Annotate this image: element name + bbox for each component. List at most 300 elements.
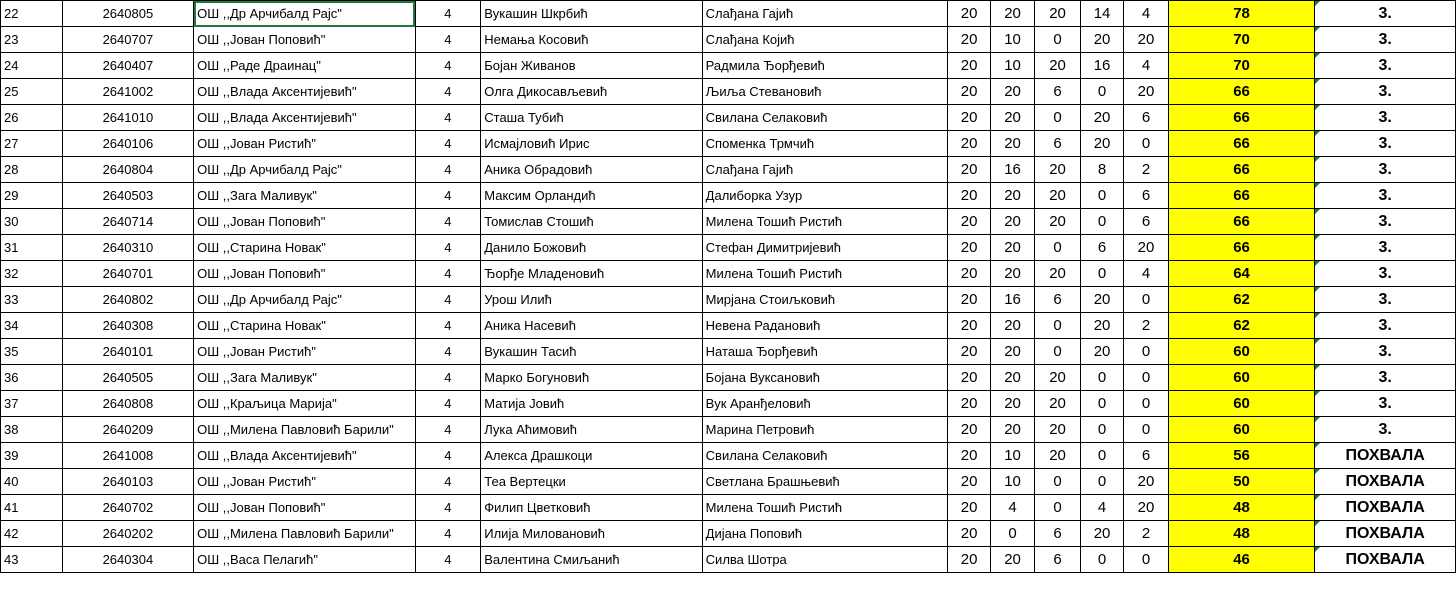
- student-cell[interactable]: Илија Миловановић: [481, 521, 702, 547]
- code-cell[interactable]: 2640103: [62, 469, 193, 495]
- student-cell[interactable]: Алекса Драшкоци: [481, 443, 702, 469]
- teacher-cell[interactable]: Мирјана Стоиљковић: [702, 287, 948, 313]
- total-cell[interactable]: 70: [1168, 53, 1315, 79]
- row-number-cell[interactable]: 28: [1, 157, 63, 183]
- row-number-cell[interactable]: 31: [1, 235, 63, 261]
- score-5-cell[interactable]: 20: [1124, 79, 1168, 105]
- row-number-cell[interactable]: 42: [1, 521, 63, 547]
- score-1-cell[interactable]: 20: [948, 313, 990, 339]
- grade-cell[interactable]: 4: [415, 131, 481, 157]
- score-2-cell[interactable]: 10: [990, 443, 1034, 469]
- row-number-cell[interactable]: 36: [1, 365, 63, 391]
- score-3-cell[interactable]: 20: [1035, 183, 1081, 209]
- teacher-cell[interactable]: Невена Радановић: [702, 313, 948, 339]
- award-cell[interactable]: 3.: [1315, 339, 1456, 365]
- score-4-cell[interactable]: 14: [1080, 1, 1123, 27]
- score-5-cell[interactable]: 20: [1124, 495, 1168, 521]
- award-cell[interactable]: 3.: [1315, 209, 1456, 235]
- row-number-cell[interactable]: 26: [1, 105, 63, 131]
- row-number-cell[interactable]: 32: [1, 261, 63, 287]
- award-cell[interactable]: 3.: [1315, 79, 1456, 105]
- table-row: [1, 547, 1456, 573]
- school-cell[interactable]: ОШ ,,Милена Павловић Барили": [194, 521, 415, 547]
- award-cell[interactable]: 3.: [1315, 27, 1456, 53]
- score-3-cell[interactable]: 6: [1035, 131, 1081, 157]
- grade-cell[interactable]: 4: [415, 339, 481, 365]
- grade-cell[interactable]: 4: [415, 183, 481, 209]
- code-cell[interactable]: 2640702: [62, 495, 193, 521]
- grade-cell[interactable]: 4: [415, 53, 481, 79]
- table-row: [1, 79, 1456, 105]
- table-row: [1, 495, 1456, 521]
- score-3-cell[interactable]: 20: [1035, 443, 1081, 469]
- score-2-cell[interactable]: 4: [990, 495, 1034, 521]
- teacher-cell[interactable]: Свилана Селаковић: [702, 105, 948, 131]
- score-1-cell[interactable]: 20: [948, 521, 990, 547]
- score-1-cell[interactable]: 20: [948, 1, 990, 27]
- grade-cell[interactable]: 4: [415, 495, 481, 521]
- school-cell[interactable]: ОШ ,,Милена Павловић Барили": [194, 417, 415, 443]
- score-4-cell[interactable]: 4: [1080, 495, 1123, 521]
- total-cell[interactable]: 66: [1168, 105, 1315, 131]
- code-cell[interactable]: 2641002: [62, 79, 193, 105]
- total-cell[interactable]: 62: [1168, 287, 1315, 313]
- student-cell[interactable]: Матија Јовић: [481, 391, 702, 417]
- code-cell[interactable]: 2640310: [62, 235, 193, 261]
- score-1-cell[interactable]: 20: [948, 443, 990, 469]
- score-4-cell[interactable]: 0: [1080, 547, 1123, 573]
- student-cell[interactable]: Аника Обрадовић: [481, 157, 702, 183]
- score-1-cell[interactable]: 20: [948, 417, 990, 443]
- table-row: [1, 339, 1456, 365]
- school-cell[interactable]: ОШ ,,Јован Ристић": [194, 131, 415, 157]
- total-cell[interactable]: 60: [1168, 365, 1315, 391]
- total-cell[interactable]: 60: [1168, 391, 1315, 417]
- code-cell[interactable]: 2640707: [62, 27, 193, 53]
- school-cell[interactable]: ОШ ,,Васа Пелагић": [194, 547, 415, 573]
- school-cell[interactable]: ОШ ,,Јован Поповић": [194, 495, 415, 521]
- school-cell[interactable]: ОШ ,,Јован Поповић": [194, 27, 415, 53]
- score-2-cell[interactable]: 16: [990, 287, 1034, 313]
- teacher-cell[interactable]: Слађана Гајић: [702, 1, 948, 27]
- code-cell[interactable]: 2640209: [62, 417, 193, 443]
- score-1-cell[interactable]: 20: [948, 495, 990, 521]
- student-cell[interactable]: Лука Аћимовић: [481, 417, 702, 443]
- code-cell[interactable]: 2641008: [62, 443, 193, 469]
- score-3-cell[interactable]: 0: [1035, 313, 1081, 339]
- table-row: [1, 521, 1456, 547]
- score-5-cell[interactable]: 4: [1124, 1, 1168, 27]
- score-5-cell[interactable]: 0: [1124, 391, 1168, 417]
- total-cell[interactable]: 70: [1168, 27, 1315, 53]
- school-cell[interactable]: ОШ ,,Јован Поповић": [194, 209, 415, 235]
- total-cell[interactable]: 60: [1168, 339, 1315, 365]
- code-cell[interactable]: 2640701: [62, 261, 193, 287]
- teacher-cell[interactable]: Силва Шотра: [702, 547, 948, 573]
- code-cell[interactable]: 2640101: [62, 339, 193, 365]
- grade-cell[interactable]: 4: [415, 469, 481, 495]
- code-cell[interactable]: 2640308: [62, 313, 193, 339]
- school-cell[interactable]: ОШ ,,Раде Драинац": [194, 53, 415, 79]
- award-cell[interactable]: 3.: [1315, 105, 1456, 131]
- school-cell[interactable]: ОШ ,,Др Арчибалд Рајс": [194, 287, 415, 313]
- grade-cell[interactable]: 4: [415, 313, 481, 339]
- student-cell[interactable]: Бојан Живанов: [481, 53, 702, 79]
- score-4-cell[interactable]: 0: [1080, 469, 1123, 495]
- total-cell[interactable]: 46: [1168, 547, 1315, 573]
- score-4-cell[interactable]: 0: [1080, 417, 1123, 443]
- student-cell[interactable]: Немања Косовић: [481, 27, 702, 53]
- total-cell[interactable]: 64: [1168, 261, 1315, 287]
- score-4-cell[interactable]: 16: [1080, 53, 1123, 79]
- grade-cell[interactable]: 4: [415, 547, 481, 573]
- score-2-cell[interactable]: 20: [990, 79, 1034, 105]
- teacher-cell[interactable]: Милена Тошић Ристић: [702, 261, 948, 287]
- score-5-cell[interactable]: 0: [1124, 547, 1168, 573]
- score-3-cell[interactable]: 20: [1035, 391, 1081, 417]
- score-2-cell[interactable]: 10: [990, 469, 1034, 495]
- score-2-cell[interactable]: 20: [990, 1, 1034, 27]
- award-cell[interactable]: 3.: [1315, 365, 1456, 391]
- school-cell[interactable]: ОШ ,,Влада Аксентијевић": [194, 79, 415, 105]
- score-1-cell[interactable]: 20: [948, 547, 990, 573]
- score-1-cell[interactable]: 20: [948, 79, 990, 105]
- teacher-cell[interactable]: Дијана Поповић: [702, 521, 948, 547]
- score-4-cell[interactable]: 20: [1080, 313, 1123, 339]
- student-cell[interactable]: Вукашин Тасић: [481, 339, 702, 365]
- student-cell[interactable]: Вукашин Шкрбић: [481, 1, 702, 27]
- score-2-cell[interactable]: 20: [990, 365, 1034, 391]
- score-5-cell[interactable]: 0: [1124, 339, 1168, 365]
- row-number-cell[interactable]: 38: [1, 417, 63, 443]
- score-2-cell[interactable]: 20: [990, 131, 1034, 157]
- score-5-cell[interactable]: 20: [1124, 469, 1168, 495]
- student-cell[interactable]: Олга Дикосављевић: [481, 79, 702, 105]
- total-cell[interactable]: 66: [1168, 157, 1315, 183]
- score-3-cell[interactable]: 6: [1035, 521, 1081, 547]
- score-4-cell[interactable]: 0: [1080, 391, 1123, 417]
- table-row: [1, 183, 1456, 209]
- total-cell[interactable]: 66: [1168, 183, 1315, 209]
- score-1-cell[interactable]: 20: [948, 183, 990, 209]
- score-2-cell[interactable]: 0: [990, 521, 1034, 547]
- table-row: [1, 365, 1456, 391]
- grade-cell[interactable]: 4: [415, 79, 481, 105]
- student-cell[interactable]: Филип Цветковић: [481, 495, 702, 521]
- total-cell[interactable]: 48: [1168, 521, 1315, 547]
- score-1-cell[interactable]: 20: [948, 157, 990, 183]
- school-cell[interactable]: ОШ ,,Краљица Марија": [194, 391, 415, 417]
- teacher-cell[interactable]: Наташа Ђорђевић: [702, 339, 948, 365]
- student-cell[interactable]: Данило Божовић: [481, 235, 702, 261]
- teacher-cell[interactable]: Стефан Димитријевић: [702, 235, 948, 261]
- award-cell[interactable]: 3.: [1315, 183, 1456, 209]
- score-1-cell[interactable]: 20: [948, 391, 990, 417]
- score-2-cell[interactable]: 20: [990, 235, 1034, 261]
- grade-cell[interactable]: 4: [415, 287, 481, 313]
- score-5-cell[interactable]: 2: [1124, 521, 1168, 547]
- school-cell[interactable]: ОШ ,,Др Арчибалд Рајс": [194, 1, 415, 27]
- grade-cell[interactable]: 4: [415, 365, 481, 391]
- score-4-cell[interactable]: 8: [1080, 157, 1123, 183]
- score-3-cell[interactable]: 0: [1035, 495, 1081, 521]
- score-3-cell[interactable]: 0: [1035, 339, 1081, 365]
- student-cell[interactable]: Исмајловић Ирис: [481, 131, 702, 157]
- student-cell[interactable]: Аника Насевић: [481, 313, 702, 339]
- student-cell[interactable]: Ђорђе Младеновић: [481, 261, 702, 287]
- teacher-cell[interactable]: Далиборка Узур: [702, 183, 948, 209]
- grade-cell[interactable]: 4: [415, 1, 481, 27]
- score-3-cell[interactable]: 20: [1035, 365, 1081, 391]
- score-5-cell[interactable]: 20: [1124, 27, 1168, 53]
- school-cell[interactable]: ОШ ,,Др Арчибалд Рајс": [194, 157, 415, 183]
- grade-cell[interactable]: 4: [415, 209, 481, 235]
- teacher-cell[interactable]: Марина Петровић: [702, 417, 948, 443]
- table-row: [1, 157, 1456, 183]
- score-2-cell[interactable]: 20: [990, 209, 1034, 235]
- score-3-cell[interactable]: 0: [1035, 27, 1081, 53]
- score-2-cell[interactable]: 16: [990, 157, 1034, 183]
- table-row: [1, 313, 1456, 339]
- school-cell[interactable]: ОШ ,,Јован Ристић": [194, 469, 415, 495]
- student-cell[interactable]: Валентина Смиљанић: [481, 547, 702, 573]
- teacher-cell[interactable]: Слађана Гајић: [702, 157, 948, 183]
- score-3-cell[interactable]: 0: [1035, 105, 1081, 131]
- score-1-cell[interactable]: 20: [948, 261, 990, 287]
- score-5-cell[interactable]: 0: [1124, 287, 1168, 313]
- teacher-cell[interactable]: Радмила Ђорђевић: [702, 53, 948, 79]
- teacher-cell[interactable]: Бојана Вуксановић: [702, 365, 948, 391]
- score-4-cell[interactable]: 20: [1080, 131, 1123, 157]
- award-cell[interactable]: 3.: [1315, 157, 1456, 183]
- teacher-cell[interactable]: Милена Тошић Ристић: [702, 495, 948, 521]
- award-cell[interactable]: 3.: [1315, 131, 1456, 157]
- table-body: [1, 1, 1456, 573]
- award-cell[interactable]: 3.: [1315, 53, 1456, 79]
- award-cell[interactable]: 3.: [1315, 235, 1456, 261]
- row-number-cell[interactable]: 39: [1, 443, 63, 469]
- score-3-cell[interactable]: 20: [1035, 209, 1081, 235]
- total-cell[interactable]: 56: [1168, 443, 1315, 469]
- score-3-cell[interactable]: 6: [1035, 287, 1081, 313]
- row-number-cell[interactable]: 30: [1, 209, 63, 235]
- score-1-cell[interactable]: 20: [948, 27, 990, 53]
- score-5-cell[interactable]: 2: [1124, 157, 1168, 183]
- score-5-cell[interactable]: 2: [1124, 313, 1168, 339]
- row-number-cell[interactable]: 43: [1, 547, 63, 573]
- score-1-cell[interactable]: 20: [948, 105, 990, 131]
- grade-cell[interactable]: 4: [415, 261, 481, 287]
- award-cell[interactable]: 3.: [1315, 313, 1456, 339]
- score-5-cell[interactable]: 6: [1124, 183, 1168, 209]
- total-cell[interactable]: 60: [1168, 417, 1315, 443]
- score-1-cell[interactable]: 20: [948, 469, 990, 495]
- score-3-cell[interactable]: 0: [1035, 235, 1081, 261]
- row-number-cell[interactable]: 41: [1, 495, 63, 521]
- school-cell[interactable]: ОШ ,,Зага Маливук": [194, 365, 415, 391]
- award-cell[interactable]: ПОХВАЛА: [1315, 495, 1456, 521]
- teacher-cell[interactable]: Светлана Брашњевић: [702, 469, 948, 495]
- award-cell[interactable]: ПОХВАЛА: [1315, 521, 1456, 547]
- total-cell[interactable]: 66: [1168, 209, 1315, 235]
- total-cell[interactable]: 78: [1168, 1, 1315, 27]
- score-1-cell[interactable]: 20: [948, 339, 990, 365]
- teacher-cell[interactable]: Љиља Стевановић: [702, 79, 948, 105]
- score-2-cell[interactable]: 20: [990, 547, 1034, 573]
- score-4-cell[interactable]: 20: [1080, 339, 1123, 365]
- score-5-cell[interactable]: 0: [1124, 417, 1168, 443]
- code-cell[interactable]: 2640804: [62, 157, 193, 183]
- school-cell[interactable]: ОШ ,,Зага Маливук": [194, 183, 415, 209]
- code-cell[interactable]: 2640802: [62, 287, 193, 313]
- score-4-cell[interactable]: 0: [1080, 365, 1123, 391]
- row-number-cell[interactable]: 23: [1, 27, 63, 53]
- total-cell[interactable]: 66: [1168, 131, 1315, 157]
- award-cell[interactable]: 3.: [1315, 287, 1456, 313]
- grade-cell[interactable]: 4: [415, 417, 481, 443]
- row-number-cell[interactable]: 40: [1, 469, 63, 495]
- score-2-cell[interactable]: 20: [990, 391, 1034, 417]
- total-cell[interactable]: 50: [1168, 469, 1315, 495]
- score-4-cell[interactable]: 0: [1080, 183, 1123, 209]
- grade-cell[interactable]: 4: [415, 521, 481, 547]
- grade-cell[interactable]: 4: [415, 235, 481, 261]
- score-4-cell[interactable]: 20: [1080, 27, 1123, 53]
- award-cell[interactable]: 3.: [1315, 417, 1456, 443]
- grade-cell[interactable]: 4: [415, 105, 481, 131]
- row-number-cell[interactable]: 34: [1, 313, 63, 339]
- score-3-cell[interactable]: 20: [1035, 417, 1081, 443]
- student-cell[interactable]: Томислав Стошић: [481, 209, 702, 235]
- grade-cell[interactable]: 4: [415, 443, 481, 469]
- code-cell[interactable]: 2640202: [62, 521, 193, 547]
- table-row: [1, 469, 1456, 495]
- score-1-cell[interactable]: 20: [948, 365, 990, 391]
- student-cell[interactable]: Марко Богуновић: [481, 365, 702, 391]
- score-1-cell[interactable]: 20: [948, 235, 990, 261]
- grade-cell[interactable]: 4: [415, 391, 481, 417]
- code-cell[interactable]: 2640714: [62, 209, 193, 235]
- score-4-cell[interactable]: 0: [1080, 79, 1123, 105]
- score-4-cell[interactable]: 20: [1080, 287, 1123, 313]
- grade-cell[interactable]: 4: [415, 157, 481, 183]
- code-cell[interactable]: 2640503: [62, 183, 193, 209]
- score-3-cell[interactable]: 20: [1035, 1, 1081, 27]
- code-cell[interactable]: 2640805: [62, 1, 193, 27]
- score-4-cell[interactable]: 20: [1080, 521, 1123, 547]
- school-cell[interactable]: ОШ ,,Јован Поповић": [194, 261, 415, 287]
- table-row: [1, 391, 1456, 417]
- table-row: [1, 261, 1456, 287]
- table-row: [1, 53, 1456, 79]
- score-1-cell[interactable]: 20: [948, 287, 990, 313]
- score-3-cell[interactable]: 20: [1035, 53, 1081, 79]
- score-2-cell[interactable]: 10: [990, 27, 1034, 53]
- row-number-cell[interactable]: 22: [1, 1, 63, 27]
- total-cell[interactable]: 66: [1168, 235, 1315, 261]
- score-4-cell[interactable]: 20: [1080, 105, 1123, 131]
- award-cell[interactable]: 3.: [1315, 391, 1456, 417]
- code-cell[interactable]: 2641010: [62, 105, 193, 131]
- score-2-cell[interactable]: 20: [990, 261, 1034, 287]
- code-cell[interactable]: 2640808: [62, 391, 193, 417]
- row-number-cell[interactable]: 35: [1, 339, 63, 365]
- school-cell[interactable]: ОШ ,,Јован Ристић": [194, 339, 415, 365]
- teacher-cell[interactable]: Споменка Трмчић: [702, 131, 948, 157]
- total-cell[interactable]: 48: [1168, 495, 1315, 521]
- score-1-cell[interactable]: 20: [948, 53, 990, 79]
- score-1-cell[interactable]: 20: [948, 131, 990, 157]
- score-2-cell[interactable]: 20: [990, 313, 1034, 339]
- score-3-cell[interactable]: 20: [1035, 261, 1081, 287]
- score-2-cell[interactable]: 20: [990, 183, 1034, 209]
- score-1-cell[interactable]: 20: [948, 209, 990, 235]
- score-5-cell[interactable]: 6: [1124, 105, 1168, 131]
- student-cell[interactable]: Урош Илић: [481, 287, 702, 313]
- award-cell[interactable]: ПОХВАЛА: [1315, 547, 1456, 573]
- row-number-cell[interactable]: 29: [1, 183, 63, 209]
- score-3-cell[interactable]: 6: [1035, 547, 1081, 573]
- award-cell[interactable]: ПОХВАЛА: [1315, 469, 1456, 495]
- total-cell[interactable]: 62: [1168, 313, 1315, 339]
- teacher-cell[interactable]: Вук Аранђеловић: [702, 391, 948, 417]
- code-cell[interactable]: 2640304: [62, 547, 193, 573]
- score-3-cell[interactable]: 0: [1035, 469, 1081, 495]
- student-cell[interactable]: Теа Вертецки: [481, 469, 702, 495]
- grade-cell[interactable]: 4: [415, 27, 481, 53]
- score-5-cell[interactable]: 0: [1124, 131, 1168, 157]
- score-4-cell[interactable]: 0: [1080, 261, 1123, 287]
- score-5-cell[interactable]: 0: [1124, 365, 1168, 391]
- row-number-cell[interactable]: 27: [1, 131, 63, 157]
- row-number-cell[interactable]: 37: [1, 391, 63, 417]
- code-cell[interactable]: 2640106: [62, 131, 193, 157]
- award-cell[interactable]: 3.: [1315, 1, 1456, 27]
- school-cell[interactable]: ОШ ,,Старина Новак": [194, 235, 415, 261]
- score-2-cell[interactable]: 20: [990, 339, 1034, 365]
- student-cell[interactable]: Сташа Тубић: [481, 105, 702, 131]
- award-cell[interactable]: 3.: [1315, 261, 1456, 287]
- score-2-cell[interactable]: 20: [990, 105, 1034, 131]
- teacher-cell[interactable]: Милена Тошић Ристић: [702, 209, 948, 235]
- school-cell[interactable]: ОШ ,,Старина Новак": [194, 313, 415, 339]
- score-3-cell[interactable]: 6: [1035, 79, 1081, 105]
- score-3-cell[interactable]: 20: [1035, 157, 1081, 183]
- row-number-cell[interactable]: 33: [1, 287, 63, 313]
- code-cell[interactable]: 2640407: [62, 53, 193, 79]
- score-5-cell[interactable]: 6: [1124, 443, 1168, 469]
- score-5-cell[interactable]: 4: [1124, 53, 1168, 79]
- student-cell[interactable]: Максим Орландић: [481, 183, 702, 209]
- total-cell[interactable]: 66: [1168, 79, 1315, 105]
- row-number-cell[interactable]: 24: [1, 53, 63, 79]
- score-4-cell[interactable]: 0: [1080, 209, 1123, 235]
- score-2-cell[interactable]: 20: [990, 417, 1034, 443]
- score-4-cell[interactable]: 6: [1080, 235, 1123, 261]
- teacher-cell[interactable]: Свилана Селаковић: [702, 443, 948, 469]
- score-5-cell[interactable]: 20: [1124, 235, 1168, 261]
- school-cell[interactable]: ОШ ,,Влада Аксентијевић": [194, 443, 415, 469]
- code-cell[interactable]: 2640505: [62, 365, 193, 391]
- score-2-cell[interactable]: 10: [990, 53, 1034, 79]
- score-4-cell[interactable]: 0: [1080, 443, 1123, 469]
- score-5-cell[interactable]: 4: [1124, 261, 1168, 287]
- row-number-cell[interactable]: 25: [1, 79, 63, 105]
- school-cell[interactable]: ОШ ,,Влада Аксентијевић": [194, 105, 415, 131]
- teacher-cell[interactable]: Слађана Којић: [702, 27, 948, 53]
- award-cell[interactable]: ПОХВАЛА: [1315, 443, 1456, 469]
- score-5-cell[interactable]: 6: [1124, 209, 1168, 235]
